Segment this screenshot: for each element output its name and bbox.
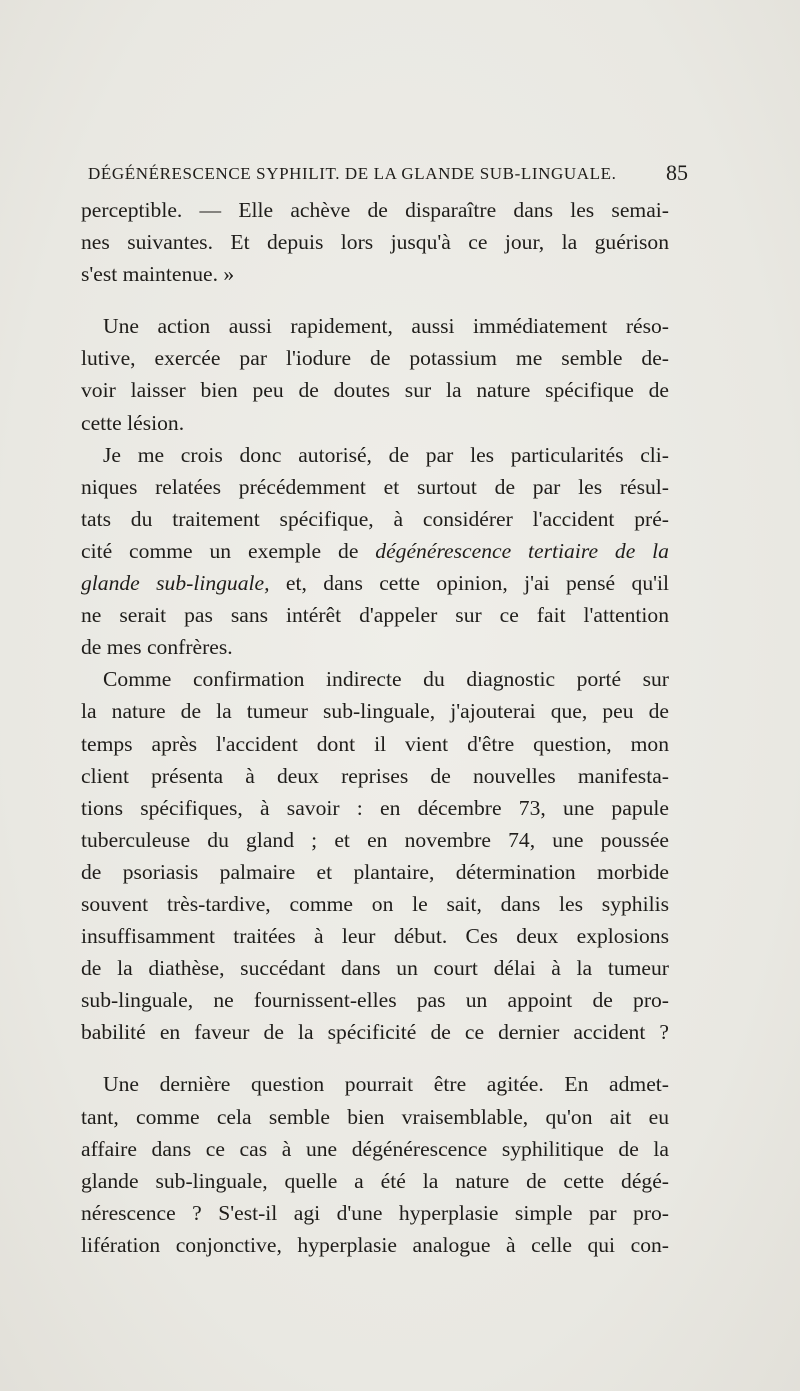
text-line: temps après l'accident dont il vient d'être question, mon xyxy=(81,731,669,756)
text-line xyxy=(81,535,669,567)
text-line: Une dernière question pourrait être agitée. En admet- xyxy=(103,1072,669,1097)
text-line: tuberculeuse du gland ; et en novembre 74, une poussée xyxy=(81,827,669,852)
paragraph-3 xyxy=(81,439,669,664)
text-line: la nature de la tumeur sub-linguale, j'ajouterai que, peu de xyxy=(81,699,669,724)
text-line: s'est maintenue. » xyxy=(81,262,235,287)
text-line: sub-linguale, ne fournissent-elles pas un appoint de pro- xyxy=(81,988,669,1013)
paragraph-2 xyxy=(81,310,669,438)
paragraph-gap xyxy=(81,1048,669,1068)
text-line: tats du traitement spécifique, à considérer l'accident pré- xyxy=(81,506,669,531)
text-run: et, dans cette opinion, j'ai pensé qu'il xyxy=(285,571,669,596)
text-line xyxy=(81,567,669,599)
text-line: Comme confirmation indirecte du diagnostic porté sur xyxy=(103,667,669,692)
paragraph-4 xyxy=(81,663,669,1048)
text-line: ne serait pas sans intérêt d'appeler sur ce fait l'attention xyxy=(81,603,669,628)
text-line: insuffisamment traitées à leur début. Ces deux explosions xyxy=(81,924,669,949)
page-number: 85 xyxy=(666,160,688,185)
text-line: lutive, exercée par l'iodure de potassium me semble de- xyxy=(81,346,669,371)
text-line: affaire dans ce cas à une dégénérescence syphilitique de la xyxy=(81,1136,669,1161)
text-line: niques relatées précédemment et surtout de par les résul- xyxy=(81,474,669,499)
text-line: perceptible. — Elle achève de disparaître dans les semai- xyxy=(81,198,669,222)
running-title: DÉGÉNÉRESCENCE SYPHILIT. DE LA GLANDE SUB-LINGUALE. xyxy=(88,164,617,183)
paragraph-5 xyxy=(81,1068,669,1261)
text-line: de la diathèse, succédant dans un court délai à la tumeur xyxy=(81,956,669,981)
text-line: client présenta à deux reprises de nouvelles manifesta- xyxy=(81,763,669,788)
text-line: lifération conjonctive, hyperplasie analogue à celle qui con- xyxy=(81,1232,669,1257)
text-line: nes suivantes. Et depuis lors jusqu'à ce jour, la guérison xyxy=(81,230,669,255)
text-line: babilité en faveur de la spécificité de ce dernier accident ? xyxy=(81,1020,669,1045)
text-line: tant, comme cela semble bien vraisemblable, qu'on ait eu xyxy=(81,1104,669,1129)
text-line: de psoriasis palmaire et plantaire, détermination morbide xyxy=(81,859,669,884)
text-line: souvent très-tardive, comme on le sait, dans les syphilis xyxy=(81,891,669,916)
italic-text-run: glande sub-linguale, xyxy=(81,571,270,596)
text-line: glande sub-linguale, quelle a été la nature de cette dégé- xyxy=(81,1168,669,1193)
text-line: tions spécifiques, à savoir : en décembre 73, une papule xyxy=(81,795,669,820)
paragraph-gap xyxy=(81,290,669,310)
page-header xyxy=(88,160,688,190)
italic-text-run: dégénérescence tertiaire de la xyxy=(375,538,669,563)
text-line: Une action aussi rapidement, aussi immédiatement réso- xyxy=(103,314,669,339)
text-line: voir laisser bien peu de doutes sur la nature spécifique de xyxy=(81,378,669,403)
text-run: cité comme un exemple de xyxy=(81,538,359,563)
paragraph-1 xyxy=(81,194,669,290)
text-line: cette lésion. xyxy=(81,410,185,435)
text-line: de mes confrères. xyxy=(81,635,233,660)
text-line: nérescence ? S'est-il agi d'une hyperplasie simple par pro- xyxy=(81,1200,669,1225)
text-line: Je me crois donc autorisé, de par les particularités cli- xyxy=(103,442,669,467)
body-text xyxy=(81,194,669,1261)
